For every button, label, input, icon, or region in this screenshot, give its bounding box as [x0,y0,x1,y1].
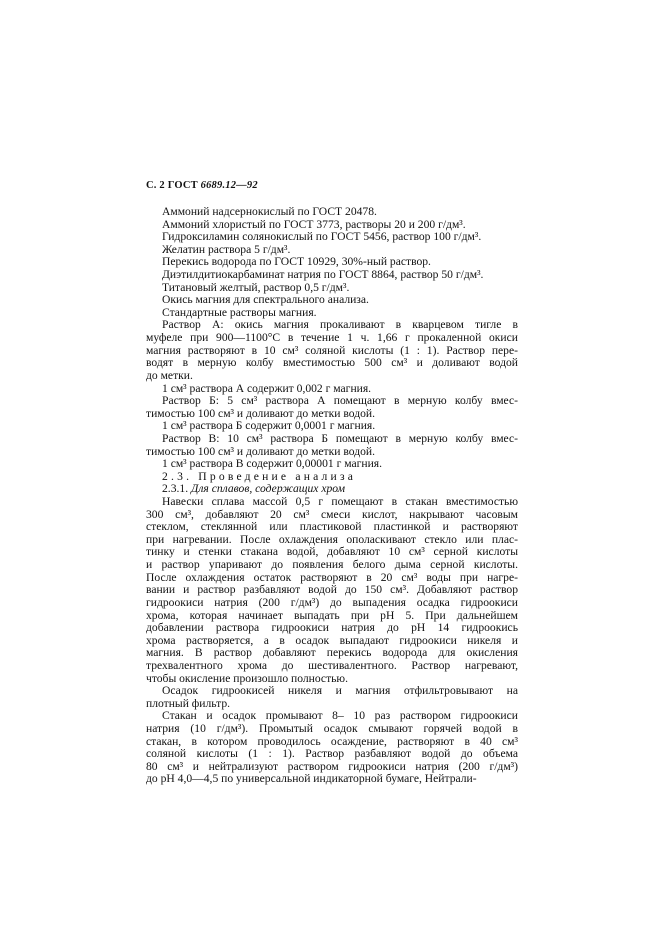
line-text: Раствор А: окись магния прокаливают в кварцевом тигле в [162,318,518,332]
line-text: Аммоний хлористый по ГОСТ 3773, растворы 20 и 200 г/дм³. [162,217,466,231]
line-text: 1 см³ раствора Б содержит 0,0001 г магния. [162,419,376,433]
line-text: водят в мерную колбу вместимостью 500 см³ и доливают водой [146,356,518,370]
line-text: Титановый желтый, раствор 0,5 г/дм³. [162,280,350,294]
standard-label: ГОСТ [167,180,198,191]
line-text: муфеле при 900—1100°С в течение 1 ч. 1,66 г прокаленной окиси [146,331,518,345]
line-text: Раствор В: 10 см³ раствора Б помещают в мерную колбу вмес- [162,431,518,445]
line-text: стеклом, стеклянной или пластиковой пластинкой и растворяют [146,520,518,534]
subsection-number: 2.3.1. [162,482,189,496]
line-text: тинку и стенки стакана водой, добавляют 10 см³ серной кислоты [146,545,518,559]
line-text: Аммоний надсернокислый по ГОСТ 20478. [162,205,377,218]
line-text: Стакан и осадок промывают 8– 10 раз раствором гидроокиси [162,709,518,723]
line-text: Осадок гидроокисей никеля и магния отфильтровывают на [162,684,518,698]
line-text: добавлении раствора гидроокиси натрия до рН 14 гидроокись [146,621,518,635]
line-text: трехвалентного хрома до шестивалентного. Раствор нагревают, [146,658,518,672]
line-text: до рН 4,0—4,5 по универсальной индикаторной бумаге, Нейтрали- [146,772,477,786]
paragraph [146,710,518,786]
line-text: при нагревании. После охлаждения ополаскивают стекло или плас- [146,532,518,546]
paragraph [146,685,518,710]
line-text: Желатин раствора 5 г/дм³. [162,242,291,256]
line-text: и раствор упаривают до появления белого дыма серной кислоты. [146,558,518,572]
line-text: натрия (10 г/дм³). Промытый осадок смывают горячей водой в [146,721,518,735]
line-text: 2.3. Проведение анализа [162,469,357,483]
line-text: Навески сплава массой 0,5 г помещают в стакан вместимостью [162,495,518,509]
line-text: плотный фильтр. [146,696,231,710]
paragraph [146,496,518,685]
line-text: 1 см³ раствора В содержит 0,00001 г магния. [162,457,383,471]
document-body [146,206,518,786]
text-line [146,357,518,370]
line-text: стакан, в котором проводилось осаждение, растворяют в 40 см³ [146,734,518,748]
line-text: соляной кислоты (1 : 1). Раствор разбавляют водой до объема [146,747,518,761]
line-text: Стандартные растворы магния. [162,305,317,319]
line-text: хрома растворяется, а в осадок выпадают гидроокиси никеля и [146,633,518,647]
paragraph [146,395,518,420]
line-text: вании и раствор разбавляют водой до 150 см³. Добавляют раствор [146,583,518,597]
line-text: чтобы окисление произошло полностью. [146,671,348,685]
line-text: Для сплавов, содержащих хром [191,482,346,496]
line-text: Гидроксиламин солянокислый по ГОСТ 5456, раствор 100 г/дм³. [162,230,482,244]
line-text: хрома, которая начинает выпадать при рН 5. При дальнейшем [146,608,518,622]
line-text: Окись магния для спектрального анализа. [162,293,369,307]
paragraph [146,319,518,382]
line-text: магния. В раствор добавляют перекись водорода для окисления [146,646,518,660]
line-text: Перекись водорода по ГОСТ 10929, 30%-ный раствор. [162,255,431,269]
line-text: Диэтилдитиокарбаминат натрия по ГОСТ 8864, раствор 50 г/дм³. [162,268,484,282]
standard-number: 6689.12—92 [200,180,258,191]
line-text: Раствор Б: 5 см³ раствора А помещают в мерную колбу вмес- [162,394,518,408]
line-text: тимостью 100 см³ и доливают до метки водой. [146,444,376,458]
paragraph [146,433,518,458]
line-text: гидроокиси натрия (200 г/дм³) до выпадения осадка гидроокиси [146,595,518,609]
line-text: магния растворяют в 10 см³ соляной кислоты (1 : 1). Раствор пере- [146,343,518,357]
text-line [146,773,518,786]
page-number: С. 2 [146,180,165,191]
line-text: 300 см³, добавляют 20 см³ смеси кислот, накрывают часовым [146,507,518,521]
line-text: 1 см³ раствора А содержит 0,002 г магния. [162,381,372,395]
line-text: После охлаждения остаток растворяют в 20 см³ воды при нагре- [146,570,518,584]
line-text: 80 см³ и нейтрализуют раствором гидроокиси натрия (200 г/дм³) [146,759,518,773]
line-text: тимостью 100 см³ и доливают до метки водой. [146,406,376,420]
line-text: до метки. [146,368,193,382]
page-header [146,180,258,191]
